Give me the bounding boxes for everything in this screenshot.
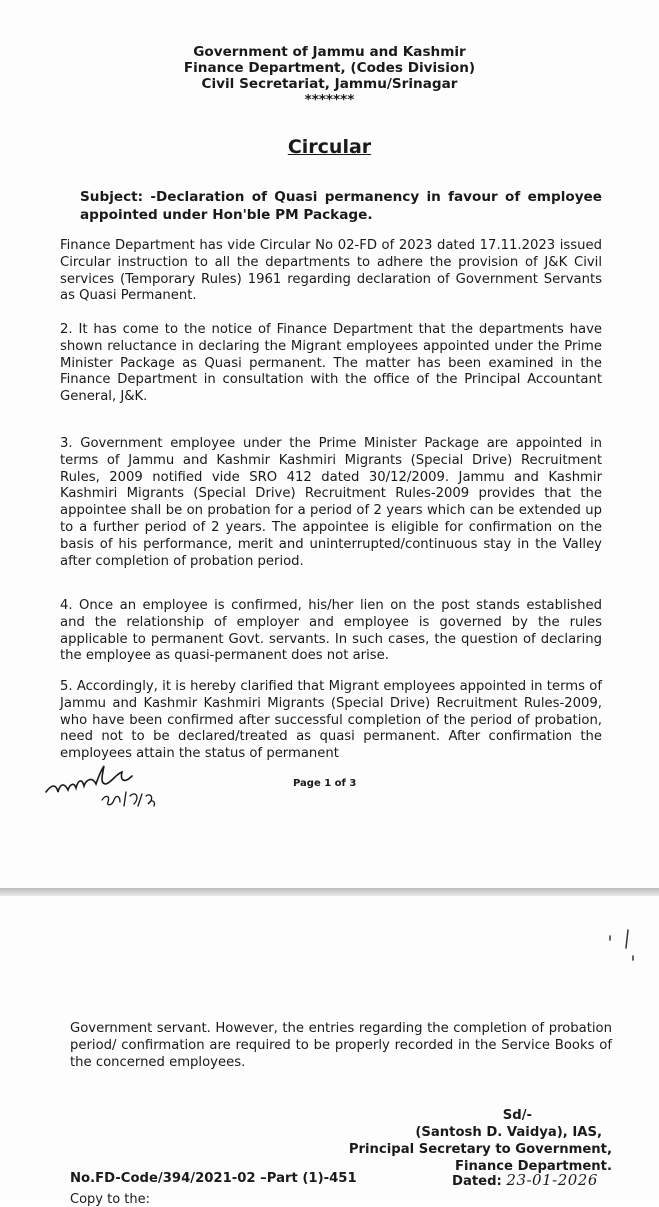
letterhead-address: Civil Secretariat, Jammu/Srinagar <box>201 76 458 92</box>
paragraph-3: 3. Government employee under the Prime Minister Package are appointed in terms of Jammu and Kashmir Kashmiri Migrants (Special Drive) Recruitment Rules, 2009 notified vide SRO 412 dated 30/12/2009. Jammu and Kashmir Kashmiri Migrants (Special Drive) Recruitment Rules-2009 provides that the appointee shall be on probation for a period of 2 years which can be extended up to a further period of 2 years. The appointee is eligible for confirmation on the basis of his performance, merit and uninterrupted/continuous stay in the Valley after completion of probation period. <box>60 436 602 569</box>
signatory-title: Principal Secretary to Government, <box>348 1142 612 1157</box>
sd-mark: Sd/- <box>502 1108 532 1123</box>
dated-label: Dated: <box>452 1174 502 1189</box>
page-separator <box>0 888 659 896</box>
signatory-name: (Santosh D. Vaidya), IAS, <box>415 1125 602 1140</box>
paragraph-continuation: Government servant. However, the entries regarding the completion of probation period/ confirmation are required to be properly recorded in the Service Books of the concerned employees. <box>70 1021 612 1070</box>
letterhead-department: Finance Department, (Codes Division) <box>183 60 476 76</box>
paragraph-4: 4. Once an employee is confirmed, his/her lien on the post stands established and the relationship of employer and employee is governed by the rules applicable to permanent Govt. servants. In such cases, the question of declaring the employee as quasi-permanent does not arise. <box>60 598 602 664</box>
copy-to-line: Copy to the: <box>70 1192 151 1207</box>
scan-marks-icon <box>600 916 640 976</box>
signatory-department: Finance Department. <box>455 1159 612 1174</box>
paragraph-2: 2. It has come to the notice of Finance Department that the departments have shown reluctance in declaring the Migrant employees appointed under the Prime Minister Package as Quasi permanent. The matter has been examined in the Finance Department in consultation with the office of the Principal Accountant General, J&K. <box>60 322 602 405</box>
signature-block <box>349 1107 612 1175</box>
dated-line <box>452 1171 598 1189</box>
letterhead <box>0 44 659 108</box>
reference-number: No.FD-Code/394/2021-02 –Part (1)-451 <box>70 1171 357 1186</box>
document-page-2 <box>0 896 659 1207</box>
dated-value: 23-01-2026 <box>506 1171 598 1189</box>
letterhead-stars: ******* <box>304 92 355 108</box>
paragraph-5: 5. Accordingly, it is hereby clarified that Migrant employees appointed in terms of Jammu and Kashmir Kashmiri Migrants (Special Drive) Recruitment Rules-2009, who have been confirmed after successful completion of the period of probation, need not to be declared/treated as quasi permanent. After confirmation the employees attain the status of permanent <box>60 679 602 762</box>
circular-title: Circular <box>287 136 372 158</box>
letterhead-government: Government of Jammu and Kashmir <box>193 44 466 60</box>
paragraph-1: Finance Department has vide Circular No 02-FD of 2023 dated 17.11.2023 issued Circular instruction to all the departments to adhere the provision of J&K Civil services (Temporary Rules) 1961 regarding declaration of Government Servants as Quasi Permanent. <box>60 238 602 304</box>
handwritten-signature-icon <box>42 754 172 812</box>
subject-line: Subject: -Declaration of Quasi permanency in favour of employee appointed under Hon'ble PM Package. <box>80 189 602 223</box>
page-number: Page 1 of 3 <box>293 778 357 789</box>
